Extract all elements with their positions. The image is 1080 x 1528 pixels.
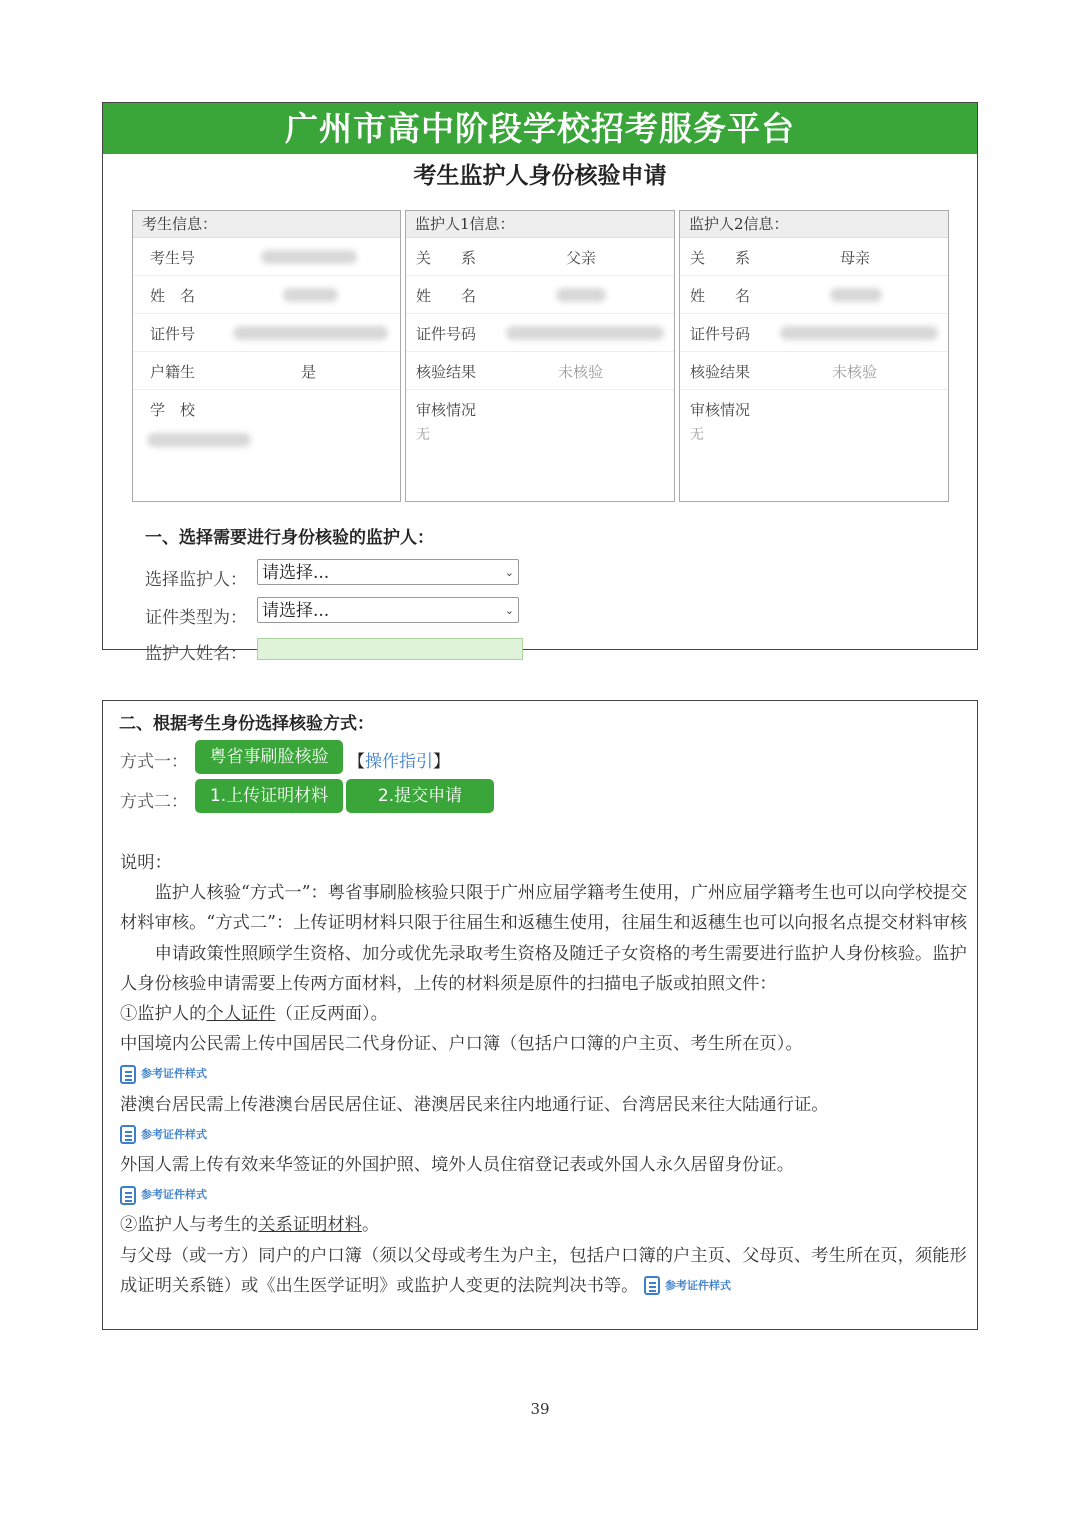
student-name-row xyxy=(133,276,400,314)
redacted-value xyxy=(830,288,882,302)
doc-type-select[interactable] xyxy=(257,597,519,623)
document-icon xyxy=(120,1125,136,1144)
verify-result-label: 核验结果 xyxy=(416,363,477,381)
mainland-requirement: 中国境内公民需上传中国居民二代身份证、户口簿（包括户口簿的户主页、考生所在页）。 xyxy=(120,1034,803,1055)
relation-label: 关 系 xyxy=(416,249,477,267)
section1-title: 一、选择需要进行身份核验的监护人： xyxy=(145,528,434,548)
item2-prefix: ②监护人与考生的 xyxy=(120,1215,259,1236)
reference-label: 参考证件样式 xyxy=(141,1188,207,1202)
item2-relation-proof xyxy=(120,1210,972,1240)
p1-method2: “方式二” xyxy=(206,913,276,934)
personal-id-link[interactable]: 个人证件 xyxy=(206,1004,276,1025)
guide-bracket-close: 】 xyxy=(433,752,450,772)
redacted-value xyxy=(556,288,606,302)
guardian-id-label: 证件号码 xyxy=(690,325,751,343)
document-icon xyxy=(120,1065,136,1084)
guardian1-id-row xyxy=(406,314,674,352)
item1-prefix: ①监护人的 xyxy=(120,1004,207,1025)
upload-materials-button[interactable]: 1.上传证明材料 xyxy=(195,779,343,813)
school-row xyxy=(133,390,400,500)
review-label: 审核情况 xyxy=(416,401,477,419)
item1-personal-id xyxy=(120,999,972,1029)
student-info-panel xyxy=(132,210,401,502)
chevron-down-icon: ⌄ xyxy=(504,604,514,617)
item1-suffix: （正反两面）。 xyxy=(275,1004,388,1025)
p1-text: ：上传证明材料只限于往届生和返穗生使用，往届生和返穗生也可以向报名点提交材料审核 xyxy=(275,913,968,934)
reference-sample-link[interactable] xyxy=(120,1180,972,1210)
reference-label: 参考证件样式 xyxy=(141,1067,207,1081)
notes-paragraph-2: 申请政策性照顾学生资格、加分或优先录取考生资格及随迁子女资格的考生需要进行监护人身份核验。监护人身份核验申请需要上传两方面材料，上传的材料须是原件的扫描电子版或拍照文件： xyxy=(120,943,967,994)
p1-text: 监护人核验 xyxy=(154,883,242,904)
guardian1-review-row xyxy=(406,390,674,500)
review-label: 审核情况 xyxy=(690,401,751,419)
face-verify-button[interactable]: 粤省事刷脸核验 xyxy=(195,740,343,774)
relation-value: 父亲 xyxy=(566,249,597,267)
guardian2-info-panel xyxy=(679,210,949,502)
redacted-value xyxy=(233,326,388,340)
guardian2-panel-heading: 监护人2信息： xyxy=(680,211,948,238)
student-panel-heading: 考生信息： xyxy=(133,211,400,238)
relation-label: 关 系 xyxy=(690,249,751,267)
p1-method1: “方式一”：粤省事刷脸核验 xyxy=(241,883,449,904)
reference-sample-link[interactable] xyxy=(120,1059,972,1089)
student-name-label: 姓 名 xyxy=(150,287,196,305)
reference-sample-link[interactable] xyxy=(644,1271,731,1301)
notes-paragraph-1 xyxy=(120,878,972,938)
review-value: 无 xyxy=(416,427,430,443)
platform-title-banner: 广州市高中阶段学校招考服务平台 xyxy=(103,103,977,154)
verify-result-label: 核验结果 xyxy=(690,363,751,381)
hukou-label: 户籍生 xyxy=(150,363,196,381)
document-icon xyxy=(644,1276,660,1295)
relation-text: 与父母（或一方）同户的户口簿（须以父母或考生为户主，包括户口簿的户主页、父母页、考生所在页，须能形成证明关系链）或《出生医学证明》或监护人变更的法院判决书等。 xyxy=(120,1245,967,1296)
hukou-value: 是 xyxy=(301,363,317,381)
guardian-name-label: 姓 名 xyxy=(416,287,477,305)
notes-heading: 说明： xyxy=(120,853,172,873)
exam-no-label: 考生号 xyxy=(150,249,196,267)
verification-method-window xyxy=(102,700,978,1330)
reference-label: 参考证件样式 xyxy=(664,1278,731,1292)
redacted-value xyxy=(147,433,251,447)
redacted-value xyxy=(506,326,664,340)
guardian2-review-row xyxy=(680,390,948,500)
reference-label: 参考证件样式 xyxy=(141,1127,207,1141)
student-id-row xyxy=(133,314,400,352)
school-label: 学 校 xyxy=(150,401,196,419)
page-title: 考生监护人身份核验申请 xyxy=(413,163,667,189)
guardian-select-label: 选择监护人： xyxy=(145,570,247,590)
guardian-select-value: 请选择... xyxy=(262,563,330,583)
guardian-name-input-label: 监护人姓名： xyxy=(145,644,247,664)
item2-suffix: 。 xyxy=(361,1215,380,1236)
review-value: 无 xyxy=(690,427,704,443)
operation-guide-link[interactable]: 操作指引 xyxy=(365,752,433,772)
guardian-select[interactable] xyxy=(257,559,519,585)
guardian-name-input[interactable] xyxy=(257,638,523,660)
relation-value: 母亲 xyxy=(840,249,871,267)
verify-result-value: 未核验 xyxy=(832,363,878,381)
guardian2-name-row xyxy=(680,276,948,314)
student-id-label: 证件号 xyxy=(150,325,196,343)
chevron-down-icon: ⌄ xyxy=(504,566,514,579)
hukou-row xyxy=(133,352,400,390)
doc-type-value: 请选择... xyxy=(262,601,330,621)
info-panels xyxy=(132,210,950,502)
redacted-value xyxy=(261,250,357,264)
redacted-value xyxy=(283,288,338,302)
operation-guide xyxy=(348,747,450,772)
exam-no-row xyxy=(133,238,400,276)
guardian1-info-panel xyxy=(405,210,675,502)
guardian2-result-row xyxy=(680,352,948,390)
relation-requirement xyxy=(120,1241,972,1301)
guardian1-result-row xyxy=(406,352,674,390)
guardian2-relation-row xyxy=(680,238,948,276)
verify-result-value: 未核验 xyxy=(558,363,604,381)
guardian2-id-row xyxy=(680,314,948,352)
application-form-window xyxy=(102,102,978,664)
method2-label: 方式二： xyxy=(120,792,188,812)
guardian1-name-row xyxy=(406,276,674,314)
hkmt-requirement: 港澳台居民需上传港澳台居民居住证、港澳居民来往内地通行证、台湾居民来往大陆通行证。 xyxy=(120,1094,829,1115)
reference-sample-link[interactable] xyxy=(120,1120,972,1150)
guardian1-panel-heading: 监护人1信息： xyxy=(406,211,674,238)
instructions xyxy=(120,848,972,1301)
method1-label: 方式一： xyxy=(120,752,188,772)
page-number: 39 xyxy=(530,1400,550,1418)
p1-text: 只限于广州应届学籍考生使用，广州应届学籍考生也可以向学校提交材料审核。 xyxy=(120,883,968,934)
guide-bracket-open: 【 xyxy=(348,752,365,772)
document-icon xyxy=(120,1186,136,1205)
redacted-value xyxy=(780,326,938,340)
relation-proof-link[interactable]: 关系证明材料 xyxy=(258,1215,362,1236)
doc-type-label: 证件类型为： xyxy=(145,608,247,628)
section2-title: 二、根据考生身份选择核验方式： xyxy=(119,714,374,734)
foreign-requirement: 外国人需上传有效来华签证的外国护照、境外人员住宿登记表或外国人永久居留身份证。 xyxy=(120,1155,794,1176)
guardian-id-label: 证件号码 xyxy=(416,325,477,343)
guardian1-relation-row xyxy=(406,238,674,276)
guardian-name-label: 姓 名 xyxy=(690,287,751,305)
submit-application-button[interactable]: 2.提交申请 xyxy=(346,779,494,813)
